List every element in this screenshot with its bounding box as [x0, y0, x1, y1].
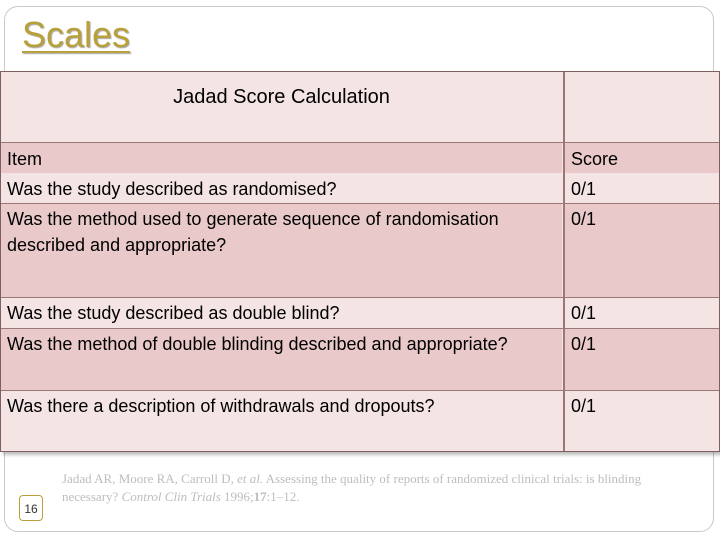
row-item: Was the method used to generate sequence of randomisation described and appropriate? — [1, 204, 562, 297]
row-score: 0/1 — [563, 329, 719, 390]
footnote-volume: 17 — [253, 489, 267, 504]
jadad-table — [0, 71, 720, 452]
row-score: 0/1 — [563, 204, 719, 297]
footnote-title: Assessing the quality of reports of randomized clinical trials: is blinding necessary? — [62, 471, 642, 504]
row-score: 0/1 — [563, 173, 719, 203]
table-row — [1, 204, 719, 297]
page-number: 16 — [19, 495, 43, 521]
row-score: 0/1 — [563, 298, 719, 328]
header-score: Score — [563, 143, 719, 173]
row-item: Was the study described as randomised? — [1, 173, 562, 203]
table-row — [1, 173, 719, 203]
row-item: Was there a description of withdrawals and dropouts? — [1, 391, 562, 451]
row-item: Was the method of double blinding described and appropriate? — [1, 329, 562, 390]
row-score: 0/1 — [563, 391, 719, 451]
footnote-journal: Control Clin Trials — [121, 489, 221, 504]
table-row — [1, 298, 719, 328]
table-row — [1, 329, 719, 390]
row-item: Was the study described as double blind? — [1, 298, 562, 328]
footnote-authors: Jadad AR, Moore RA, Carroll D, — [62, 471, 234, 486]
header-item: Item — [1, 143, 562, 173]
reference-footnote — [62, 470, 662, 506]
table-row — [1, 391, 719, 451]
table-caption-row — [1, 72, 719, 142]
footnote-pages: :1–12. — [266, 489, 300, 504]
table-caption: Jadad Score Calculation — [173, 86, 390, 108]
footnote-year: 1996; — [224, 489, 254, 504]
table-header-row — [1, 143, 719, 173]
footnote-etal: et al. — [237, 471, 264, 486]
slide-title: Scales — [22, 14, 131, 55]
